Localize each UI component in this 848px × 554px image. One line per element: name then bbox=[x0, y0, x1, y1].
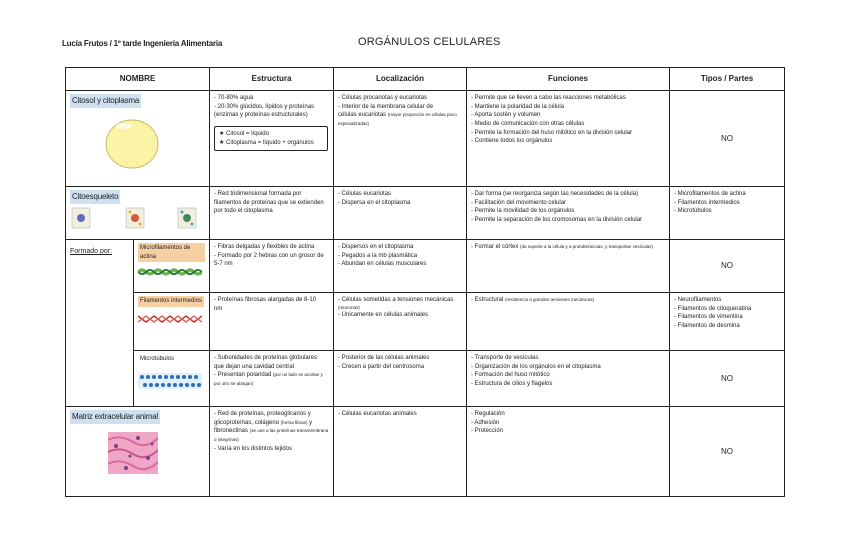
types-cell: NO bbox=[670, 240, 785, 293]
text-line: - Regulación bbox=[471, 411, 505, 417]
structure-cell bbox=[210, 240, 334, 293]
page-title: ORGÁNULOS CELULARES bbox=[358, 36, 501, 48]
small-note: (da soporte a la célula y a protuberancias, y transportan vesículas) bbox=[520, 244, 653, 249]
text-line: - Contiene todos los orgánulos bbox=[471, 138, 553, 145]
text-line: - Microfilamentos de actina bbox=[674, 191, 746, 197]
name-cell bbox=[66, 407, 210, 497]
text-line: glicoproteínas, colágeno bbox=[214, 419, 280, 426]
text-line: - Red de proteínas, proteoglicanos y bbox=[214, 411, 311, 417]
text-line: - Transporte de vesículas bbox=[471, 355, 539, 361]
text-line: - Permite la formación del huso mitótico en la división celular bbox=[471, 129, 633, 136]
table-row bbox=[66, 91, 785, 187]
types-cell: NO bbox=[670, 91, 785, 187]
text-line: - Varía en los distintos tejidos bbox=[214, 445, 292, 452]
table-row bbox=[66, 407, 785, 497]
structure-cell bbox=[210, 187, 334, 240]
cytosol-cell-image bbox=[102, 114, 162, 172]
table-row bbox=[66, 187, 785, 240]
text-line: - Organización de los orgánulos en el citoplasma bbox=[471, 363, 601, 370]
text-line: - Aporta sostén y volumen bbox=[471, 112, 541, 119]
organelle-name: Citosol y citoplasma bbox=[70, 94, 141, 108]
location-cell bbox=[334, 240, 467, 293]
types-cell bbox=[670, 293, 785, 351]
col-header-funciones: Funciones bbox=[467, 68, 670, 91]
types-cell bbox=[670, 187, 785, 240]
text-line: - Subunidades de proteínas globulares bbox=[214, 355, 318, 361]
organelle-name: Microfilamentos de actina bbox=[138, 243, 205, 262]
text-line: - Estructura de cilios y flagelos bbox=[471, 381, 553, 388]
text-line: - Filamentos de desmina bbox=[674, 323, 740, 330]
text-line: - Filamentos de citoqueratina bbox=[674, 305, 752, 312]
text-line: - Células procariotas y eucariotas bbox=[338, 95, 428, 101]
small-note: (se une a las proteínas transmembrana o integrinas) bbox=[214, 428, 329, 443]
header-row bbox=[66, 68, 785, 91]
text-line: - Permite la movilidad de los orgánulos bbox=[471, 208, 575, 215]
small-note: (forma fibras) bbox=[280, 419, 308, 425]
text-line: - Dispersa en el citoplasma bbox=[338, 199, 411, 206]
text-line: - Neurofilamentos bbox=[674, 297, 722, 303]
text-line: ★ Citoplasma = líquido + orgánulos bbox=[219, 139, 314, 146]
types-cell: NO bbox=[670, 407, 785, 497]
text-line: - Formado por 2 hebras con un grosor de bbox=[214, 252, 324, 259]
formado-por-label: Formado por: bbox=[70, 248, 113, 255]
text-line: - Dispersos en el citoplasma bbox=[338, 244, 414, 250]
intermediate-filament-image bbox=[138, 315, 202, 323]
organelle-name: Citoesqueleto bbox=[70, 190, 120, 204]
location-cell bbox=[334, 407, 467, 497]
text-line: - Mantiene la polaridad de la célula bbox=[471, 103, 565, 110]
text-line: - Células eucariotas animales bbox=[338, 411, 417, 417]
text-line: - Crecen a partir del centrosoma bbox=[338, 363, 425, 370]
table-row bbox=[66, 240, 785, 293]
small-note: (por un lado se acortan y por otro se alargan) bbox=[214, 372, 323, 387]
text-line: - Pegados a la mb plasmática bbox=[338, 252, 418, 259]
name-cell bbox=[134, 351, 210, 407]
text-line: - Formación del huso mitótico bbox=[471, 372, 550, 379]
location-cell bbox=[334, 187, 467, 240]
structure-cell bbox=[210, 293, 334, 351]
text-line: - 20-30% glúcidos, lípidos y proteínas bbox=[214, 103, 315, 110]
text-line: 5-7 nm bbox=[214, 261, 233, 268]
cytoskeleton-images bbox=[70, 206, 200, 230]
author-line: Lucía Frutos / 1º tarde Ingeniería Alimentaria bbox=[62, 39, 223, 48]
text-line: - Posterior de las células animales bbox=[338, 355, 430, 361]
text-line: - Fibras delgadas y flexibles de actina bbox=[214, 244, 315, 250]
text-line: - Permite la separación de los cromosomas en la división celular bbox=[471, 217, 643, 224]
text-line: - Formar el córtex bbox=[471, 244, 519, 250]
text-line: - Medio de comunicación con otras células bbox=[471, 121, 585, 128]
text-line: - Permite que se lleven a cabo las reacciones metabólicas bbox=[471, 95, 626, 101]
text-line: - Adhesión bbox=[471, 419, 500, 426]
text-line: células eucariotas bbox=[338, 112, 387, 119]
location-cell bbox=[334, 293, 467, 351]
extracellular-matrix-image bbox=[108, 432, 158, 474]
definition-box bbox=[214, 126, 328, 151]
location-cell bbox=[334, 351, 467, 407]
text-line: - Abundan en células musculares bbox=[338, 261, 427, 268]
col-header-estructura: Estructura bbox=[210, 68, 334, 91]
text-line: - Protección bbox=[471, 428, 504, 435]
text-line: ★ Citosol = líquido bbox=[219, 131, 269, 138]
small-note: (mayor proporción en células poco especializadas) bbox=[338, 112, 457, 127]
text-line: - Estructural bbox=[471, 297, 504, 303]
text-line: - Microtúbulos bbox=[674, 208, 712, 215]
name-cell bbox=[66, 91, 210, 187]
text-line: - Presentan polaridad bbox=[214, 372, 272, 379]
structure-cell bbox=[210, 351, 334, 407]
text-line: y bbox=[307, 419, 313, 426]
functions-cell bbox=[467, 293, 670, 351]
text-line: - 70-80% agua bbox=[214, 95, 254, 101]
functions-cell bbox=[467, 240, 670, 293]
organelle-name: Matriz extracelular animal bbox=[70, 410, 160, 424]
functions-cell bbox=[467, 187, 670, 240]
functions-cell bbox=[467, 407, 670, 497]
functions-cell bbox=[467, 91, 670, 187]
name-cell bbox=[66, 187, 210, 240]
text-line: que dejan una cavidad central bbox=[214, 363, 295, 370]
formado-por-cell bbox=[66, 240, 134, 407]
col-header-tipos: Tipos / Partes bbox=[670, 68, 785, 91]
col-header-localizacion: Localización bbox=[334, 68, 467, 91]
text-line: - Interior de la membrana celular de bbox=[338, 103, 434, 110]
small-note: (resistencia a grandes tensiones mecánicas) bbox=[505, 297, 595, 302]
table-row bbox=[66, 293, 785, 351]
text-line: - Red tridimensional formada por bbox=[214, 191, 302, 197]
col-header-nombre: NOMBRE bbox=[66, 68, 210, 91]
table-row bbox=[66, 351, 785, 407]
small-note: (neuronas) bbox=[338, 304, 360, 310]
name-cell bbox=[134, 293, 210, 351]
text-line: - Filamentos de vimentina bbox=[674, 314, 743, 321]
actin-filament-image bbox=[138, 268, 202, 276]
text-line: por todo el citoplasma bbox=[214, 208, 273, 215]
structure-cell bbox=[210, 91, 334, 187]
microtubule-image bbox=[138, 371, 202, 391]
name-cell bbox=[134, 240, 210, 293]
text-line: - Facilitación del movimiento celular bbox=[471, 199, 567, 206]
text-line: nm bbox=[214, 305, 223, 312]
types-cell: NO bbox=[670, 351, 785, 407]
structure-cell bbox=[210, 407, 334, 497]
text-line: - Proteínas fibrosas alargadas de 8-10 bbox=[214, 297, 317, 303]
text-line: - Células eucariotas bbox=[338, 191, 392, 197]
text-line: fibronectinas bbox=[214, 428, 249, 435]
location-cell bbox=[334, 91, 467, 187]
text-line: - Únicamente en células animales bbox=[338, 312, 429, 319]
text-line: - Células sometidas a tensiones mecánicas bbox=[338, 297, 454, 303]
text-line: filamentos de proteínas que se extienden bbox=[214, 199, 324, 206]
functions-cell bbox=[467, 351, 670, 407]
organelle-name: Filamentos intermedios bbox=[138, 296, 204, 307]
text-line: (enzimas y proteínas estructurales) bbox=[214, 112, 308, 119]
organelles-table bbox=[65, 67, 785, 497]
text-line: - Dar forma (se reorganiza según las necesidades de la célula) bbox=[471, 191, 639, 197]
organelle-name: Microtúbulos bbox=[140, 356, 175, 362]
text-line: - Filamentos intermedios bbox=[674, 199, 740, 206]
